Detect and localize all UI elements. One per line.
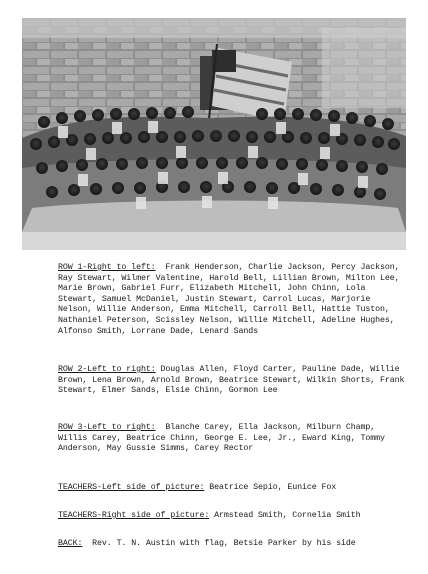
teachers-left-heading: TEACHERS-Left side of picture: (58, 483, 205, 492)
row1-names: Frank Henderson, Charlie Jackson, Percy Jackson, Ray Stewart, Wilmer Valentine, Harold Bell, Lillian Brown, Milton Lee, Marie Brown, Gabriel Furr, Elizabeth Mitchell, John Chinn, Lola Stewart, Samuel McDaniel, Justin Stewart, Carrol Lucas, Marjorie Nelson, Willie Anderson, Emma Mitchell, Carroll Bell, Hattie Tuston, Nathaniel Peterson, Scissley Nelson, Willie Mitchell, Adeline Hughes, Alfonso Smith, Lorrane Dade, Lenard Sands (58, 263, 400, 336)
group-photo (22, 18, 406, 250)
teachers-left-caption (58, 483, 408, 494)
back-names: Rev. T. N. Austin with flag, Betsie Parker by his side (92, 539, 356, 548)
row3-caption (58, 423, 408, 455)
back-caption (58, 539, 408, 550)
row2-names: Douglas Allen, Floyd Carter, Pauline Dade, Willie Brown, Lena Brown, Arnold Brown, Beatrice Stewart, Wilkin Shorts, Frank Stewart, Elmer Sands, Elsie Chinn, Gormon Lee (58, 365, 405, 396)
row1-heading: ROW 1-Right to left: (58, 263, 156, 272)
teachers-right-heading: TEACHERS-Right side of picture: (58, 511, 210, 520)
row2-caption (58, 365, 408, 397)
row2-heading: ROW 2-Left to right: (58, 365, 156, 374)
row3-heading: ROW 3-Left to right: (58, 423, 156, 432)
back-heading: BACK: (58, 539, 83, 548)
teachers-right-names: Armstead Smith, Cornelia Smith (214, 511, 361, 520)
row1-caption (58, 263, 408, 337)
teachers-right-caption (58, 511, 408, 522)
row3-names: Blanche Carey, Ella Jackson, Milburn Champ, Willis Carey, Beatrice Chinn, George E. Lee, Jr., Eward King, Tommy Anderson, May Gussie Simms, Carey Rector (58, 423, 385, 454)
group-photo-icon (22, 18, 406, 250)
teachers-left-names: Beatrice Sepio, Eunice Fox (209, 483, 337, 492)
